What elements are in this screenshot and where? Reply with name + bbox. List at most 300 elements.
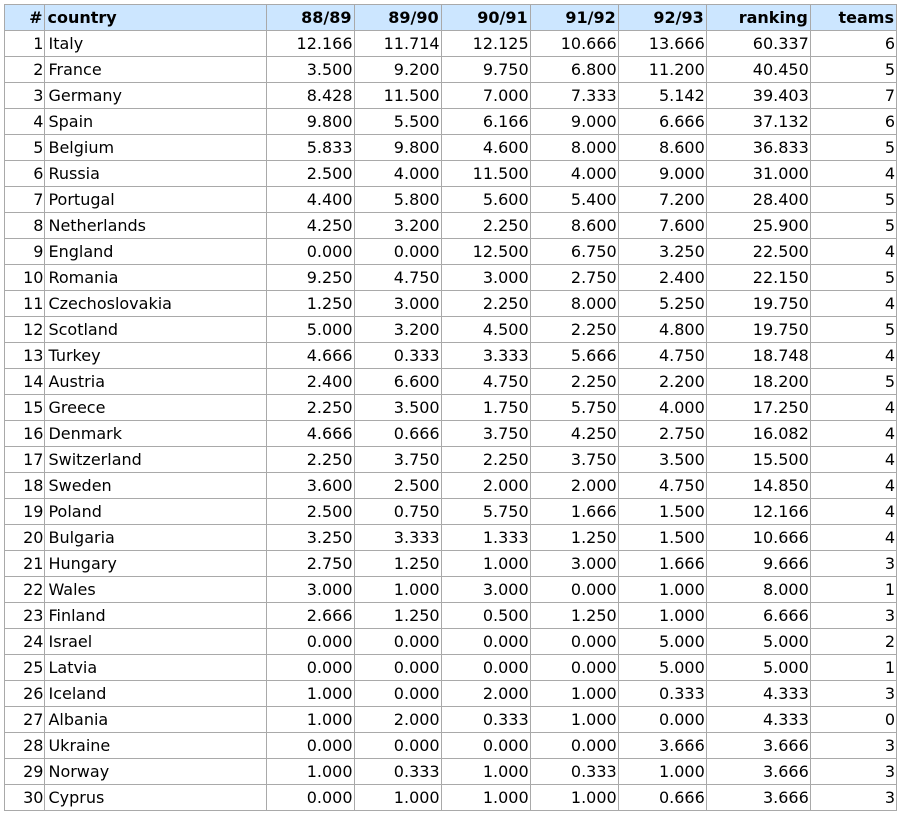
season-91-92-cell: 9.000 bbox=[530, 109, 618, 135]
season-88-89-cell: 0.000 bbox=[267, 785, 354, 811]
season-89-90-cell: 0.333 bbox=[354, 343, 441, 369]
season-91-92-cell: 8.600 bbox=[530, 213, 618, 239]
table-row[interactable] bbox=[5, 31, 897, 57]
rank-cell: 16 bbox=[5, 421, 45, 447]
season-92-93-cell: 4.750 bbox=[618, 473, 706, 499]
table-row[interactable] bbox=[5, 473, 897, 499]
season-88-89-column-header[interactable]: 88/89 bbox=[267, 5, 354, 31]
rank-cell: 27 bbox=[5, 707, 45, 733]
table-row[interactable] bbox=[5, 499, 897, 525]
season-88-89-cell: 9.800 bbox=[267, 109, 354, 135]
season-90-91-cell: 12.500 bbox=[441, 239, 530, 265]
season-90-91-cell: 7.000 bbox=[441, 83, 530, 109]
season-90-91-cell: 3.000 bbox=[441, 265, 530, 291]
season-91-92-cell: 1.666 bbox=[530, 499, 618, 525]
ranking-cell: 19.750 bbox=[706, 291, 810, 317]
season-90-91-cell: 1.000 bbox=[441, 785, 530, 811]
season-88-89-cell: 2.750 bbox=[267, 551, 354, 577]
season-91-92-cell: 4.000 bbox=[530, 161, 618, 187]
rank-cell: 30 bbox=[5, 785, 45, 811]
teams-cell: 5 bbox=[810, 187, 896, 213]
teams-cell: 5 bbox=[810, 369, 896, 395]
country-cell: Finland bbox=[45, 603, 267, 629]
season-88-89-cell: 2.666 bbox=[267, 603, 354, 629]
country-cell: England bbox=[45, 239, 267, 265]
season-91-92-cell: 10.666 bbox=[530, 31, 618, 57]
rank-cell: 3 bbox=[5, 83, 45, 109]
rank-cell: 21 bbox=[5, 551, 45, 577]
season-91-92-cell: 6.800 bbox=[530, 57, 618, 83]
rank-cell: 5 bbox=[5, 135, 45, 161]
country-cell: Ukraine bbox=[45, 733, 267, 759]
season-90-91-cell: 2.250 bbox=[441, 447, 530, 473]
season-88-89-cell: 12.166 bbox=[267, 31, 354, 57]
season-92-93-cell: 2.400 bbox=[618, 265, 706, 291]
season-89-90-cell: 11.714 bbox=[354, 31, 441, 57]
table-row[interactable] bbox=[5, 733, 897, 759]
ranking-cell: 39.403 bbox=[706, 83, 810, 109]
teams-cell: 4 bbox=[810, 525, 896, 551]
rank-cell: 10 bbox=[5, 265, 45, 291]
country-cell: Turkey bbox=[45, 343, 267, 369]
season-91-92-cell: 0.000 bbox=[530, 629, 618, 655]
table-header bbox=[5, 5, 897, 31]
season-92-93-cell: 1.000 bbox=[618, 577, 706, 603]
season-91-92-cell: 1.000 bbox=[530, 785, 618, 811]
season-91-92-cell: 2.750 bbox=[530, 265, 618, 291]
season-90-91-column-header[interactable]: 90/91 bbox=[441, 5, 530, 31]
season-91-92-cell: 8.000 bbox=[530, 291, 618, 317]
season-89-90-cell: 0.000 bbox=[354, 239, 441, 265]
ranking-cell: 5.000 bbox=[706, 655, 810, 681]
season-90-91-cell: 0.000 bbox=[441, 655, 530, 681]
ranking-cell: 3.666 bbox=[706, 759, 810, 785]
season-90-91-cell: 9.750 bbox=[441, 57, 530, 83]
country-cell: Netherlands bbox=[45, 213, 267, 239]
ranking-cell: 5.000 bbox=[706, 629, 810, 655]
ranking-cell: 37.132 bbox=[706, 109, 810, 135]
teams-cell: 0 bbox=[810, 707, 896, 733]
season-92-93-cell: 5.142 bbox=[618, 83, 706, 109]
season-90-91-cell: 1.000 bbox=[441, 551, 530, 577]
country-cell: France bbox=[45, 57, 267, 83]
table-row[interactable] bbox=[5, 577, 897, 603]
season-92-93-cell: 4.750 bbox=[618, 343, 706, 369]
teams-cell: 5 bbox=[810, 135, 896, 161]
season-89-90-cell: 5.500 bbox=[354, 109, 441, 135]
season-89-90-cell: 3.750 bbox=[354, 447, 441, 473]
season-88-89-cell: 0.000 bbox=[267, 655, 354, 681]
season-88-89-cell: 3.250 bbox=[267, 525, 354, 551]
table-row[interactable] bbox=[5, 343, 897, 369]
table-row[interactable] bbox=[5, 239, 897, 265]
season-91-92-cell: 2.000 bbox=[530, 473, 618, 499]
teams-cell: 3 bbox=[810, 551, 896, 577]
season-91-92-cell: 8.000 bbox=[530, 135, 618, 161]
season-88-89-cell: 3.500 bbox=[267, 57, 354, 83]
table-row[interactable] bbox=[5, 187, 897, 213]
season-90-91-cell: 3.333 bbox=[441, 343, 530, 369]
season-89-90-cell: 0.666 bbox=[354, 421, 441, 447]
table-row[interactable] bbox=[5, 57, 897, 83]
season-88-89-cell: 2.400 bbox=[267, 369, 354, 395]
season-92-93-cell: 1.000 bbox=[618, 603, 706, 629]
teams-cell: 3 bbox=[810, 681, 896, 707]
ranking-cell: 25.900 bbox=[706, 213, 810, 239]
rank-cell: 23 bbox=[5, 603, 45, 629]
season-89-90-cell: 2.500 bbox=[354, 473, 441, 499]
season-91-92-cell: 7.333 bbox=[530, 83, 618, 109]
season-89-90-cell: 11.500 bbox=[354, 83, 441, 109]
teams-cell: 4 bbox=[810, 447, 896, 473]
country-cell: Albania bbox=[45, 707, 267, 733]
season-90-91-cell: 11.500 bbox=[441, 161, 530, 187]
season-88-89-cell: 4.666 bbox=[267, 421, 354, 447]
table-row[interactable] bbox=[5, 629, 897, 655]
season-88-89-cell: 3.600 bbox=[267, 473, 354, 499]
season-88-89-cell: 3.000 bbox=[267, 577, 354, 603]
country-cell: Cyprus bbox=[45, 785, 267, 811]
season-88-89-cell: 4.666 bbox=[267, 343, 354, 369]
rank-cell: 18 bbox=[5, 473, 45, 499]
ranking-cell: 3.666 bbox=[706, 733, 810, 759]
season-90-91-cell: 2.000 bbox=[441, 473, 530, 499]
ranking-cell: 14.850 bbox=[706, 473, 810, 499]
season-92-93-cell: 1.500 bbox=[618, 499, 706, 525]
country-cell: Hungary bbox=[45, 551, 267, 577]
table-row[interactable] bbox=[5, 655, 897, 681]
rank-cell: 7 bbox=[5, 187, 45, 213]
ranking-cell: 19.750 bbox=[706, 317, 810, 343]
rank-cell: 9 bbox=[5, 239, 45, 265]
teams-cell: 4 bbox=[810, 499, 896, 525]
teams-cell: 5 bbox=[810, 213, 896, 239]
season-91-92-cell: 1.250 bbox=[530, 525, 618, 551]
teams-cell: 7 bbox=[810, 83, 896, 109]
teams-cell: 4 bbox=[810, 395, 896, 421]
teams-cell: 6 bbox=[810, 109, 896, 135]
season-89-90-cell: 3.200 bbox=[354, 317, 441, 343]
table-row[interactable] bbox=[5, 317, 897, 343]
season-91-92-cell: 2.250 bbox=[530, 369, 618, 395]
country-cell: Greece bbox=[45, 395, 267, 421]
table-row[interactable] bbox=[5, 785, 897, 811]
rank-cell: 28 bbox=[5, 733, 45, 759]
season-91-92-cell: 5.750 bbox=[530, 395, 618, 421]
season-89-90-cell: 3.000 bbox=[354, 291, 441, 317]
rank-cell: 6 bbox=[5, 161, 45, 187]
teams-cell: 4 bbox=[810, 161, 896, 187]
season-89-90-cell: 9.200 bbox=[354, 57, 441, 83]
country-cell: Bulgaria bbox=[45, 525, 267, 551]
season-92-93-cell: 2.200 bbox=[618, 369, 706, 395]
season-90-91-cell: 3.000 bbox=[441, 577, 530, 603]
country-cell: Portugal bbox=[45, 187, 267, 213]
country-cell: Italy bbox=[45, 31, 267, 57]
season-88-89-cell: 2.500 bbox=[267, 161, 354, 187]
country-cell: Poland bbox=[45, 499, 267, 525]
table-body bbox=[5, 31, 897, 811]
season-89-90-cell: 4.000 bbox=[354, 161, 441, 187]
table-row[interactable] bbox=[5, 395, 897, 421]
table-row[interactable] bbox=[5, 161, 897, 187]
season-92-93-cell: 9.000 bbox=[618, 161, 706, 187]
table-row[interactable] bbox=[5, 421, 897, 447]
season-91-92-cell: 3.000 bbox=[530, 551, 618, 577]
season-89-90-cell: 1.000 bbox=[354, 785, 441, 811]
season-88-89-cell: 1.000 bbox=[267, 707, 354, 733]
season-88-89-cell: 2.250 bbox=[267, 395, 354, 421]
country-cell: Wales bbox=[45, 577, 267, 603]
season-92-93-cell: 5.000 bbox=[618, 655, 706, 681]
season-91-92-cell: 3.750 bbox=[530, 447, 618, 473]
season-91-92-cell: 5.666 bbox=[530, 343, 618, 369]
season-88-89-cell: 4.250 bbox=[267, 213, 354, 239]
season-92-93-cell: 6.666 bbox=[618, 109, 706, 135]
season-90-91-cell: 2.250 bbox=[441, 291, 530, 317]
ranking-cell: 31.000 bbox=[706, 161, 810, 187]
season-91-92-cell: 0.333 bbox=[530, 759, 618, 785]
teams-cell: 4 bbox=[810, 343, 896, 369]
table-row[interactable] bbox=[5, 551, 897, 577]
ranking-cell: 28.400 bbox=[706, 187, 810, 213]
season-92-93-cell: 3.250 bbox=[618, 239, 706, 265]
season-90-91-cell: 0.333 bbox=[441, 707, 530, 733]
season-91-92-column-header[interactable]: 91/92 bbox=[530, 5, 618, 31]
teams-cell: 4 bbox=[810, 239, 896, 265]
season-88-89-cell: 8.428 bbox=[267, 83, 354, 109]
country-cell: Scotland bbox=[45, 317, 267, 343]
season-91-92-cell: 0.000 bbox=[530, 655, 618, 681]
country-cell: Germany bbox=[45, 83, 267, 109]
season-88-89-cell: 1.250 bbox=[267, 291, 354, 317]
teams-cell: 5 bbox=[810, 317, 896, 343]
table-row[interactable] bbox=[5, 213, 897, 239]
season-92-93-cell: 8.600 bbox=[618, 135, 706, 161]
ranking-cell: 17.250 bbox=[706, 395, 810, 421]
teams-cell: 3 bbox=[810, 785, 896, 811]
season-89-90-cell: 0.000 bbox=[354, 681, 441, 707]
season-89-90-cell: 0.000 bbox=[354, 629, 441, 655]
teams-column-header[interactable]: teams bbox=[810, 5, 896, 31]
country-cell: Denmark bbox=[45, 421, 267, 447]
season-88-89-cell: 9.250 bbox=[267, 265, 354, 291]
teams-cell: 4 bbox=[810, 473, 896, 499]
season-92-93-cell: 4.800 bbox=[618, 317, 706, 343]
season-92-93-cell: 7.200 bbox=[618, 187, 706, 213]
ranking-cell: 15.500 bbox=[706, 447, 810, 473]
season-92-93-cell: 3.500 bbox=[618, 447, 706, 473]
season-89-90-cell: 0.000 bbox=[354, 655, 441, 681]
season-91-92-cell: 1.000 bbox=[530, 681, 618, 707]
season-92-93-cell: 7.600 bbox=[618, 213, 706, 239]
table-row[interactable] bbox=[5, 291, 897, 317]
rank-cell: 17 bbox=[5, 447, 45, 473]
season-88-89-cell: 2.250 bbox=[267, 447, 354, 473]
season-89-90-cell: 4.750 bbox=[354, 265, 441, 291]
ranking-cell: 22.150 bbox=[706, 265, 810, 291]
country-cell: Norway bbox=[45, 759, 267, 785]
season-92-93-cell: 0.333 bbox=[618, 681, 706, 707]
teams-cell: 3 bbox=[810, 603, 896, 629]
table-row[interactable] bbox=[5, 83, 897, 109]
teams-cell: 1 bbox=[810, 577, 896, 603]
season-92-93-cell: 1.666 bbox=[618, 551, 706, 577]
season-88-89-cell: 2.500 bbox=[267, 499, 354, 525]
season-89-90-cell: 2.000 bbox=[354, 707, 441, 733]
ranking-cell: 18.748 bbox=[706, 343, 810, 369]
rank-cell: 15 bbox=[5, 395, 45, 421]
season-90-91-cell: 3.750 bbox=[441, 421, 530, 447]
teams-cell: 3 bbox=[810, 733, 896, 759]
table-row[interactable] bbox=[5, 109, 897, 135]
season-90-91-cell: 4.500 bbox=[441, 317, 530, 343]
country-cell: Belgium bbox=[45, 135, 267, 161]
season-91-92-cell: 0.000 bbox=[530, 577, 618, 603]
season-90-91-cell: 4.600 bbox=[441, 135, 530, 161]
season-90-91-cell: 6.166 bbox=[441, 109, 530, 135]
table-row[interactable] bbox=[5, 707, 897, 733]
rank-cell: 2 bbox=[5, 57, 45, 83]
season-90-91-cell: 4.750 bbox=[441, 369, 530, 395]
season-88-89-cell: 1.000 bbox=[267, 759, 354, 785]
country-cell: Iceland bbox=[45, 681, 267, 707]
table-row[interactable] bbox=[5, 603, 897, 629]
table-row[interactable] bbox=[5, 135, 897, 161]
season-89-90-cell: 1.250 bbox=[354, 551, 441, 577]
rank-cell: 22 bbox=[5, 577, 45, 603]
teams-cell: 1 bbox=[810, 655, 896, 681]
season-89-90-cell: 9.800 bbox=[354, 135, 441, 161]
season-89-90-cell: 3.200 bbox=[354, 213, 441, 239]
season-90-91-cell: 12.125 bbox=[441, 31, 530, 57]
table-row[interactable] bbox=[5, 681, 897, 707]
country-cell: Switzerland bbox=[45, 447, 267, 473]
teams-cell: 5 bbox=[810, 265, 896, 291]
season-89-90-cell: 6.600 bbox=[354, 369, 441, 395]
rank-cell: 8 bbox=[5, 213, 45, 239]
season-88-89-cell: 0.000 bbox=[267, 629, 354, 655]
teams-cell: 6 bbox=[810, 31, 896, 57]
rank-cell: 20 bbox=[5, 525, 45, 551]
season-89-90-cell: 1.250 bbox=[354, 603, 441, 629]
teams-cell: 4 bbox=[810, 291, 896, 317]
season-89-90-cell: 0.333 bbox=[354, 759, 441, 785]
season-90-91-cell: 0.000 bbox=[441, 733, 530, 759]
season-88-89-cell: 5.833 bbox=[267, 135, 354, 161]
season-91-92-cell: 4.250 bbox=[530, 421, 618, 447]
season-89-90-cell: 5.800 bbox=[354, 187, 441, 213]
season-92-93-cell: 4.000 bbox=[618, 395, 706, 421]
country-column-header[interactable]: country bbox=[45, 5, 267, 31]
ranking-cell: 18.200 bbox=[706, 369, 810, 395]
country-cell: Czechoslovakia bbox=[45, 291, 267, 317]
season-92-93-cell: 1.000 bbox=[618, 759, 706, 785]
country-cell: Latvia bbox=[45, 655, 267, 681]
ranking-cell: 12.166 bbox=[706, 499, 810, 525]
season-89-90-cell: 3.333 bbox=[354, 525, 441, 551]
season-92-93-cell: 3.666 bbox=[618, 733, 706, 759]
season-89-90-cell: 0.750 bbox=[354, 499, 441, 525]
ranking-cell: 60.337 bbox=[706, 31, 810, 57]
season-91-92-cell: 1.000 bbox=[530, 707, 618, 733]
ranking-cell: 16.082 bbox=[706, 421, 810, 447]
season-92-93-cell: 11.200 bbox=[618, 57, 706, 83]
rank-cell: 29 bbox=[5, 759, 45, 785]
season-90-91-cell: 1.333 bbox=[441, 525, 530, 551]
season-91-92-cell: 0.000 bbox=[530, 733, 618, 759]
teams-cell: 5 bbox=[810, 57, 896, 83]
ranking-cell: 6.666 bbox=[706, 603, 810, 629]
season-92-93-cell: 1.500 bbox=[618, 525, 706, 551]
ranking-cell: 40.450 bbox=[706, 57, 810, 83]
season-90-91-cell: 0.500 bbox=[441, 603, 530, 629]
season-92-93-cell: 13.666 bbox=[618, 31, 706, 57]
rank-cell: 1 bbox=[5, 31, 45, 57]
ranking-cell: 4.333 bbox=[706, 681, 810, 707]
season-89-90-cell: 1.000 bbox=[354, 577, 441, 603]
country-cell: Romania bbox=[45, 265, 267, 291]
teams-cell: 3 bbox=[810, 759, 896, 785]
rank-cell: 12 bbox=[5, 317, 45, 343]
season-88-89-cell: 0.000 bbox=[267, 239, 354, 265]
season-92-93-cell: 2.750 bbox=[618, 421, 706, 447]
country-cell: Austria bbox=[45, 369, 267, 395]
ranking-cell: 4.333 bbox=[706, 707, 810, 733]
ranking-cell: 36.833 bbox=[706, 135, 810, 161]
season-89-90-column-header[interactable]: 89/90 bbox=[354, 5, 441, 31]
ranking-cell: 10.666 bbox=[706, 525, 810, 551]
rank-cell: 13 bbox=[5, 343, 45, 369]
season-91-92-cell: 2.250 bbox=[530, 317, 618, 343]
season-90-91-cell: 5.600 bbox=[441, 187, 530, 213]
season-88-89-cell: 5.000 bbox=[267, 317, 354, 343]
rank-cell: 19 bbox=[5, 499, 45, 525]
ranking-cell: 9.666 bbox=[706, 551, 810, 577]
season-92-93-cell: 0.666 bbox=[618, 785, 706, 811]
teams-cell: 2 bbox=[810, 629, 896, 655]
season-91-92-cell: 1.250 bbox=[530, 603, 618, 629]
ranking-cell: 3.666 bbox=[706, 785, 810, 811]
table-row[interactable] bbox=[5, 265, 897, 291]
season-90-91-cell: 1.000 bbox=[441, 759, 530, 785]
table-row[interactable] bbox=[5, 525, 897, 551]
season-90-91-cell: 2.000 bbox=[441, 681, 530, 707]
rank-cell: 24 bbox=[5, 629, 45, 655]
country-ranking-table bbox=[4, 4, 897, 811]
season-90-91-cell: 2.250 bbox=[441, 213, 530, 239]
rank-column-header[interactable]: # bbox=[5, 5, 45, 31]
season-91-92-cell: 6.750 bbox=[530, 239, 618, 265]
ranking-cell: 8.000 bbox=[706, 577, 810, 603]
rank-cell: 14 bbox=[5, 369, 45, 395]
rank-cell: 11 bbox=[5, 291, 45, 317]
season-92-93-cell: 5.000 bbox=[618, 629, 706, 655]
header-row bbox=[5, 5, 897, 31]
table-row[interactable] bbox=[5, 369, 897, 395]
ranking-column-header[interactable]: ranking bbox=[706, 5, 810, 31]
rank-cell: 25 bbox=[5, 655, 45, 681]
season-92-93-cell: 0.000 bbox=[618, 707, 706, 733]
season-88-89-cell: 4.400 bbox=[267, 187, 354, 213]
table-row[interactable] bbox=[5, 447, 897, 473]
table-row[interactable] bbox=[5, 759, 897, 785]
season-88-89-cell: 1.000 bbox=[267, 681, 354, 707]
country-cell: Spain bbox=[45, 109, 267, 135]
rank-cell: 26 bbox=[5, 681, 45, 707]
season-92-93-column-header[interactable]: 92/93 bbox=[618, 5, 706, 31]
teams-cell: 4 bbox=[810, 421, 896, 447]
